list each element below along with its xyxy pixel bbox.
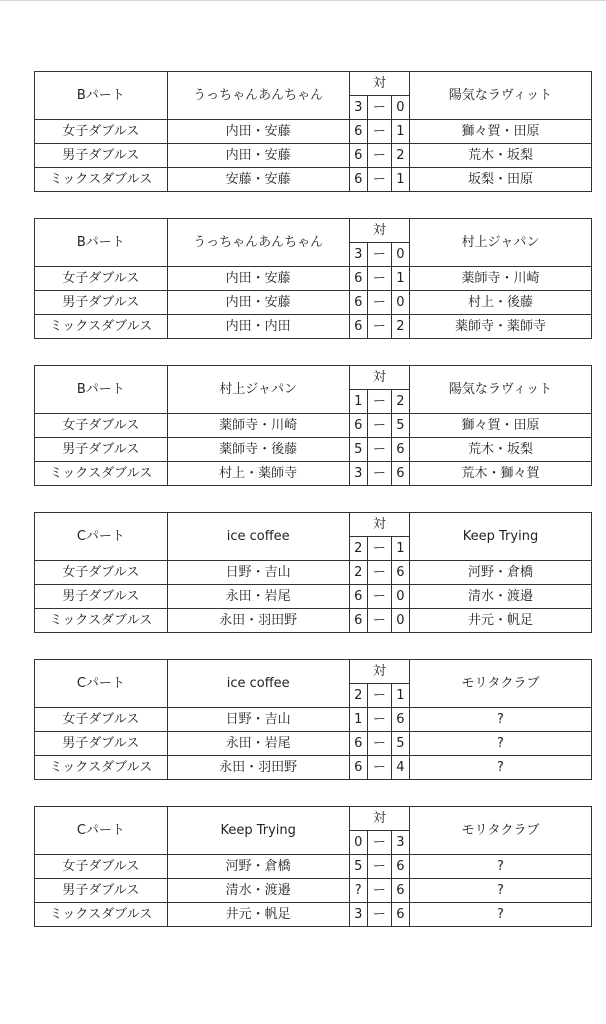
table-row xyxy=(35,291,592,315)
game-type: ミックスダブルス xyxy=(35,168,168,192)
game-type: 男子ダブルス xyxy=(35,585,168,609)
game-score-left: 6 xyxy=(349,756,367,780)
team-right-name: 陽気なラヴィット xyxy=(409,366,591,414)
team-left-name: ice coffee xyxy=(167,513,349,561)
left-players: 安藤・安藤 xyxy=(167,168,349,192)
table-row xyxy=(35,855,592,879)
game-score-left: 6 xyxy=(349,732,367,756)
team-right-name: モリタクラブ xyxy=(409,807,591,855)
table-row xyxy=(35,414,592,438)
game-type: ミックスダブルス xyxy=(35,903,168,927)
right-players: 薬師寺・川崎 xyxy=(409,267,591,291)
match-header-row xyxy=(35,72,592,96)
right-players: 井元・帆足 xyxy=(409,609,591,633)
game-score-right: 0 xyxy=(391,291,409,315)
team-score-left: 2 xyxy=(349,684,367,708)
game-score-left: 5 xyxy=(349,855,367,879)
game-type: 女子ダブルス xyxy=(35,120,168,144)
match-table xyxy=(34,218,592,339)
left-players: 清水・渡邉 xyxy=(167,879,349,903)
right-players: ? xyxy=(409,903,591,927)
team-score-left: 0 xyxy=(349,831,367,855)
score-dash: ー xyxy=(367,708,391,732)
left-players: 日野・吉山 xyxy=(167,708,349,732)
vs-label: 対 xyxy=(349,660,409,684)
team-score-right: 3 xyxy=(391,831,409,855)
game-type: ミックスダブルス xyxy=(35,609,168,633)
game-score-left: ? xyxy=(349,879,367,903)
game-type: 男子ダブルス xyxy=(35,879,168,903)
left-players: 薬師寺・川崎 xyxy=(167,414,349,438)
game-score-left: 6 xyxy=(349,609,367,633)
score-dash: ー xyxy=(367,168,391,192)
part-label: Cパート xyxy=(35,513,168,561)
left-players: 河野・倉橋 xyxy=(167,855,349,879)
left-players: 永田・岩尾 xyxy=(167,732,349,756)
right-players: ? xyxy=(409,708,591,732)
team-score-right: 2 xyxy=(391,390,409,414)
score-dash: ー xyxy=(367,390,391,414)
score-dash: ー xyxy=(367,438,391,462)
match-header-row xyxy=(35,807,592,831)
left-players: 井元・帆足 xyxy=(167,903,349,927)
left-players: 永田・羽田野 xyxy=(167,756,349,780)
part-label: Bパート xyxy=(35,366,168,414)
right-players: 獅々賀・田原 xyxy=(409,414,591,438)
game-score-right: 6 xyxy=(391,462,409,486)
right-players: ? xyxy=(409,756,591,780)
game-score-right: 5 xyxy=(391,732,409,756)
team-left-name: ice coffee xyxy=(167,660,349,708)
table-row xyxy=(35,120,592,144)
team-score-right: 1 xyxy=(391,684,409,708)
game-type: 男子ダブルス xyxy=(35,732,168,756)
right-players: ? xyxy=(409,879,591,903)
game-score-left: 6 xyxy=(349,267,367,291)
game-type: 女子ダブルス xyxy=(35,267,168,291)
vs-label: 対 xyxy=(349,513,409,537)
right-players: 村上・後藤 xyxy=(409,291,591,315)
match-header-row xyxy=(35,219,592,243)
vs-label: 対 xyxy=(349,366,409,390)
part-label: Cパート xyxy=(35,660,168,708)
score-dash: ー xyxy=(367,756,391,780)
left-players: 村上・薬師寺 xyxy=(167,462,349,486)
score-dash: ー xyxy=(367,243,391,267)
game-type: ミックスダブルス xyxy=(35,315,168,339)
left-players: 内田・安藤 xyxy=(167,291,349,315)
team-score-left: 2 xyxy=(349,537,367,561)
right-players: 清水・渡邉 xyxy=(409,585,591,609)
vs-label: 対 xyxy=(349,72,409,96)
game-score-right: 6 xyxy=(391,708,409,732)
game-score-left: 6 xyxy=(349,414,367,438)
table-row xyxy=(35,144,592,168)
game-score-right: 2 xyxy=(391,144,409,168)
right-players: ? xyxy=(409,855,591,879)
game-type: 女子ダブルス xyxy=(35,561,168,585)
match-table xyxy=(34,659,592,780)
score-dash: ー xyxy=(367,855,391,879)
score-dash: ー xyxy=(367,291,391,315)
part-label: Bパート xyxy=(35,219,168,267)
score-dash: ー xyxy=(367,537,391,561)
team-left-name: うっちゃんあんちゃん xyxy=(167,219,349,267)
game-type: ミックスダブルス xyxy=(35,756,168,780)
game-score-right: 6 xyxy=(391,879,409,903)
left-players: 内田・安藤 xyxy=(167,144,349,168)
table-row xyxy=(35,879,592,903)
game-score-left: 3 xyxy=(349,903,367,927)
game-score-right: 1 xyxy=(391,120,409,144)
right-players: 薬師寺・薬師寺 xyxy=(409,315,591,339)
table-row xyxy=(35,903,592,927)
game-score-right: 6 xyxy=(391,903,409,927)
left-players: 日野・吉山 xyxy=(167,561,349,585)
game-score-right: 0 xyxy=(391,609,409,633)
table-row xyxy=(35,732,592,756)
left-players: 永田・岩尾 xyxy=(167,585,349,609)
game-score-left: 1 xyxy=(349,708,367,732)
team-right-name: モリタクラブ xyxy=(409,660,591,708)
score-dash: ー xyxy=(367,903,391,927)
game-score-left: 6 xyxy=(349,120,367,144)
team-right-name: Keep Trying xyxy=(409,513,591,561)
game-type: 女子ダブルス xyxy=(35,414,168,438)
vs-label: 対 xyxy=(349,807,409,831)
score-dash: ー xyxy=(367,831,391,855)
game-type: 女子ダブルス xyxy=(35,855,168,879)
match-table xyxy=(34,512,592,633)
score-dash: ー xyxy=(367,462,391,486)
top-divider xyxy=(0,0,606,1)
team-score-left: 1 xyxy=(349,390,367,414)
game-score-right: 2 xyxy=(391,315,409,339)
vs-label: 対 xyxy=(349,219,409,243)
game-score-left: 5 xyxy=(349,438,367,462)
game-score-right: 5 xyxy=(391,414,409,438)
table-row xyxy=(35,708,592,732)
left-players: 内田・内田 xyxy=(167,315,349,339)
table-row xyxy=(35,168,592,192)
game-type: 男子ダブルス xyxy=(35,291,168,315)
team-score-left: 3 xyxy=(349,96,367,120)
team-score-right: 0 xyxy=(391,96,409,120)
right-players: 荒木・獅々賀 xyxy=(409,462,591,486)
team-left-name: 村上ジャパン xyxy=(167,366,349,414)
game-score-right: 0 xyxy=(391,585,409,609)
table-row xyxy=(35,438,592,462)
match-table xyxy=(34,365,592,486)
left-players: 内田・安藤 xyxy=(167,267,349,291)
table-row xyxy=(35,585,592,609)
part-label: Bパート xyxy=(35,72,168,120)
left-players: 薬師寺・後藤 xyxy=(167,438,349,462)
score-dash: ー xyxy=(367,414,391,438)
match-header-row xyxy=(35,660,592,684)
table-row xyxy=(35,609,592,633)
game-score-left: 6 xyxy=(349,144,367,168)
game-score-left: 6 xyxy=(349,168,367,192)
game-score-left: 6 xyxy=(349,585,367,609)
game-score-left: 6 xyxy=(349,315,367,339)
team-left-name: Keep Trying xyxy=(167,807,349,855)
game-type: 男子ダブルス xyxy=(35,144,168,168)
right-players: 荒木・坂梨 xyxy=(409,438,591,462)
team-score-right: 1 xyxy=(391,537,409,561)
score-dash: ー xyxy=(367,144,391,168)
score-dash: ー xyxy=(367,609,391,633)
right-players: ? xyxy=(409,732,591,756)
match-header-row xyxy=(35,366,592,390)
score-dash: ー xyxy=(367,315,391,339)
table-row xyxy=(35,462,592,486)
score-dash: ー xyxy=(367,96,391,120)
team-right-name: 陽気なラヴィット xyxy=(409,72,591,120)
game-score-left: 3 xyxy=(349,462,367,486)
table-row xyxy=(35,267,592,291)
score-dash: ー xyxy=(367,561,391,585)
match-table xyxy=(34,71,592,192)
team-left-name: うっちゃんあんちゃん xyxy=(167,72,349,120)
game-type: 女子ダブルス xyxy=(35,708,168,732)
team-score-right: 0 xyxy=(391,243,409,267)
score-dash: ー xyxy=(367,120,391,144)
game-score-left: 2 xyxy=(349,561,367,585)
game-type: 男子ダブルス xyxy=(35,438,168,462)
game-score-right: 6 xyxy=(391,561,409,585)
left-players: 内田・安藤 xyxy=(167,120,349,144)
score-dash: ー xyxy=(367,684,391,708)
table-row xyxy=(35,756,592,780)
game-score-right: 6 xyxy=(391,438,409,462)
right-players: 坂梨・田原 xyxy=(409,168,591,192)
score-dash: ー xyxy=(367,585,391,609)
table-row xyxy=(35,315,592,339)
score-dash: ー xyxy=(367,879,391,903)
game-score-right: 6 xyxy=(391,855,409,879)
game-score-left: 6 xyxy=(349,291,367,315)
game-score-right: 4 xyxy=(391,756,409,780)
game-type: ミックスダブルス xyxy=(35,462,168,486)
left-players: 永田・羽田野 xyxy=(167,609,349,633)
team-score-left: 3 xyxy=(349,243,367,267)
right-players: 河野・倉橋 xyxy=(409,561,591,585)
part-label: Cパート xyxy=(35,807,168,855)
game-score-right: 1 xyxy=(391,267,409,291)
score-dash: ー xyxy=(367,267,391,291)
score-dash: ー xyxy=(367,732,391,756)
match-header-row xyxy=(35,513,592,537)
game-score-right: 1 xyxy=(391,168,409,192)
match-table xyxy=(34,806,592,927)
table-row xyxy=(35,561,592,585)
right-players: 獅々賀・田原 xyxy=(409,120,591,144)
right-players: 荒木・坂梨 xyxy=(409,144,591,168)
team-right-name: 村上ジャパン xyxy=(409,219,591,267)
